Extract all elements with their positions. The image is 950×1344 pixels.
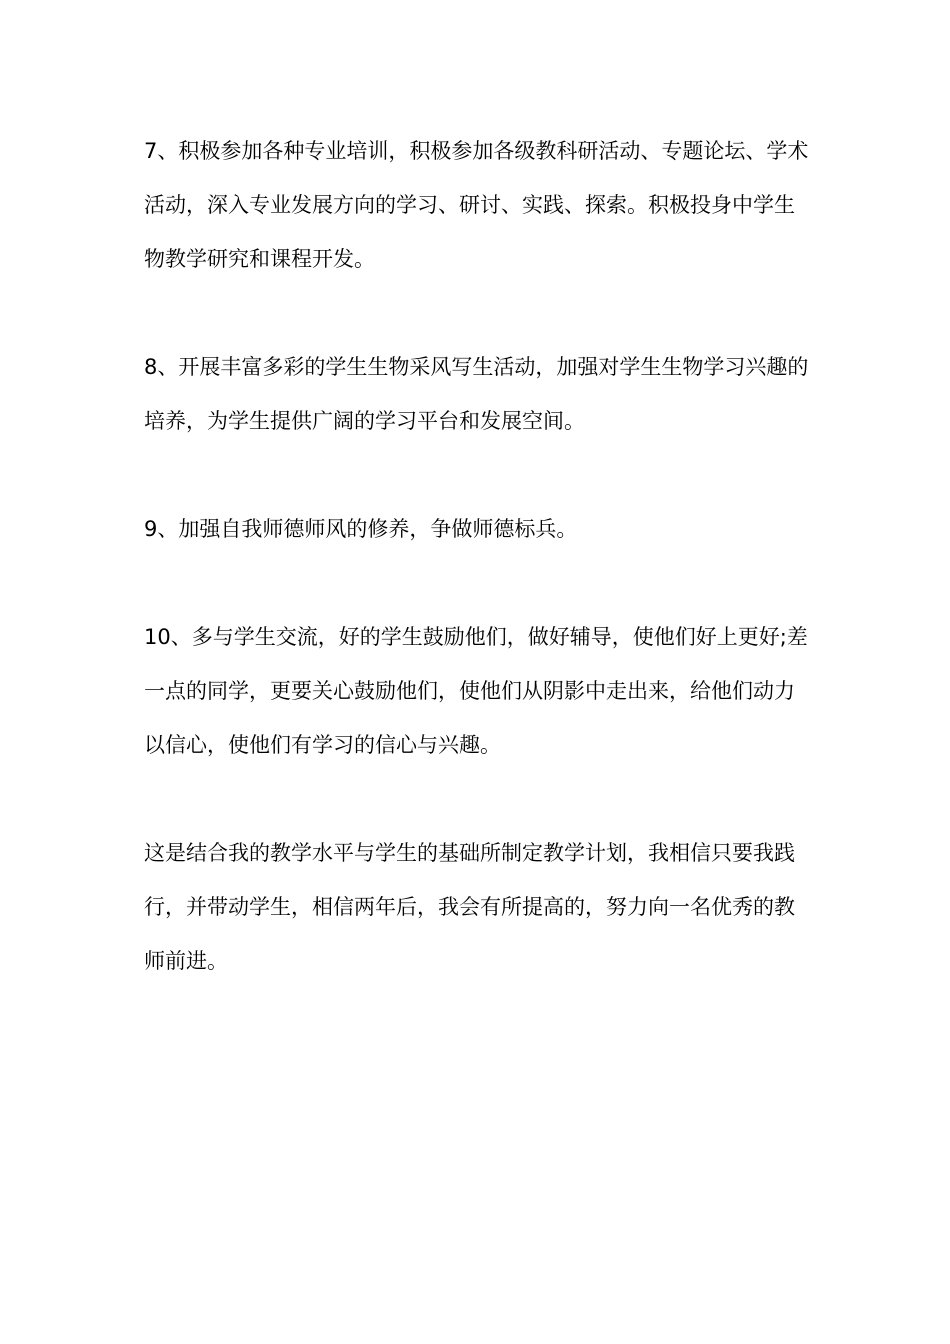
paragraph-item-10: 10、多与学生交流，好的学生鼓励他们，做好辅导，使他们好上更好;差一点的同学，更要关心鼓励他们，使他们从阴影中走出来，给他们动力以信心，使他们有学习的信心与兴趣。 [144,625,808,757]
paragraph-item-8: 8、开展丰富多彩的学生生物采风写生活动，加强对学生生物学习兴趣的培养，为学生提供广阔的学习平台和发展空间。 [144,355,809,433]
paragraph-item-7: 7、积极参加各种专业培训，积极参加各级教科研活动、专题论坛、学术活动，深入专业发展方向的学习、研讨、实践、探索。积极投身中学生物教学研究和课程开发。 [144,139,809,271]
document-body [144,124,810,1042]
paragraph-item-9: 9、加强自我师德师风的修养，争做师德标兵。 [144,517,578,541]
paragraph-conclusion: 这是结合我的教学水平与学生的基础所制定教学计划，我相信只要我践行，并带动学生，相信两年后，我会有所提高的，努力向一名优秀的教师前进。 [144,841,795,973]
